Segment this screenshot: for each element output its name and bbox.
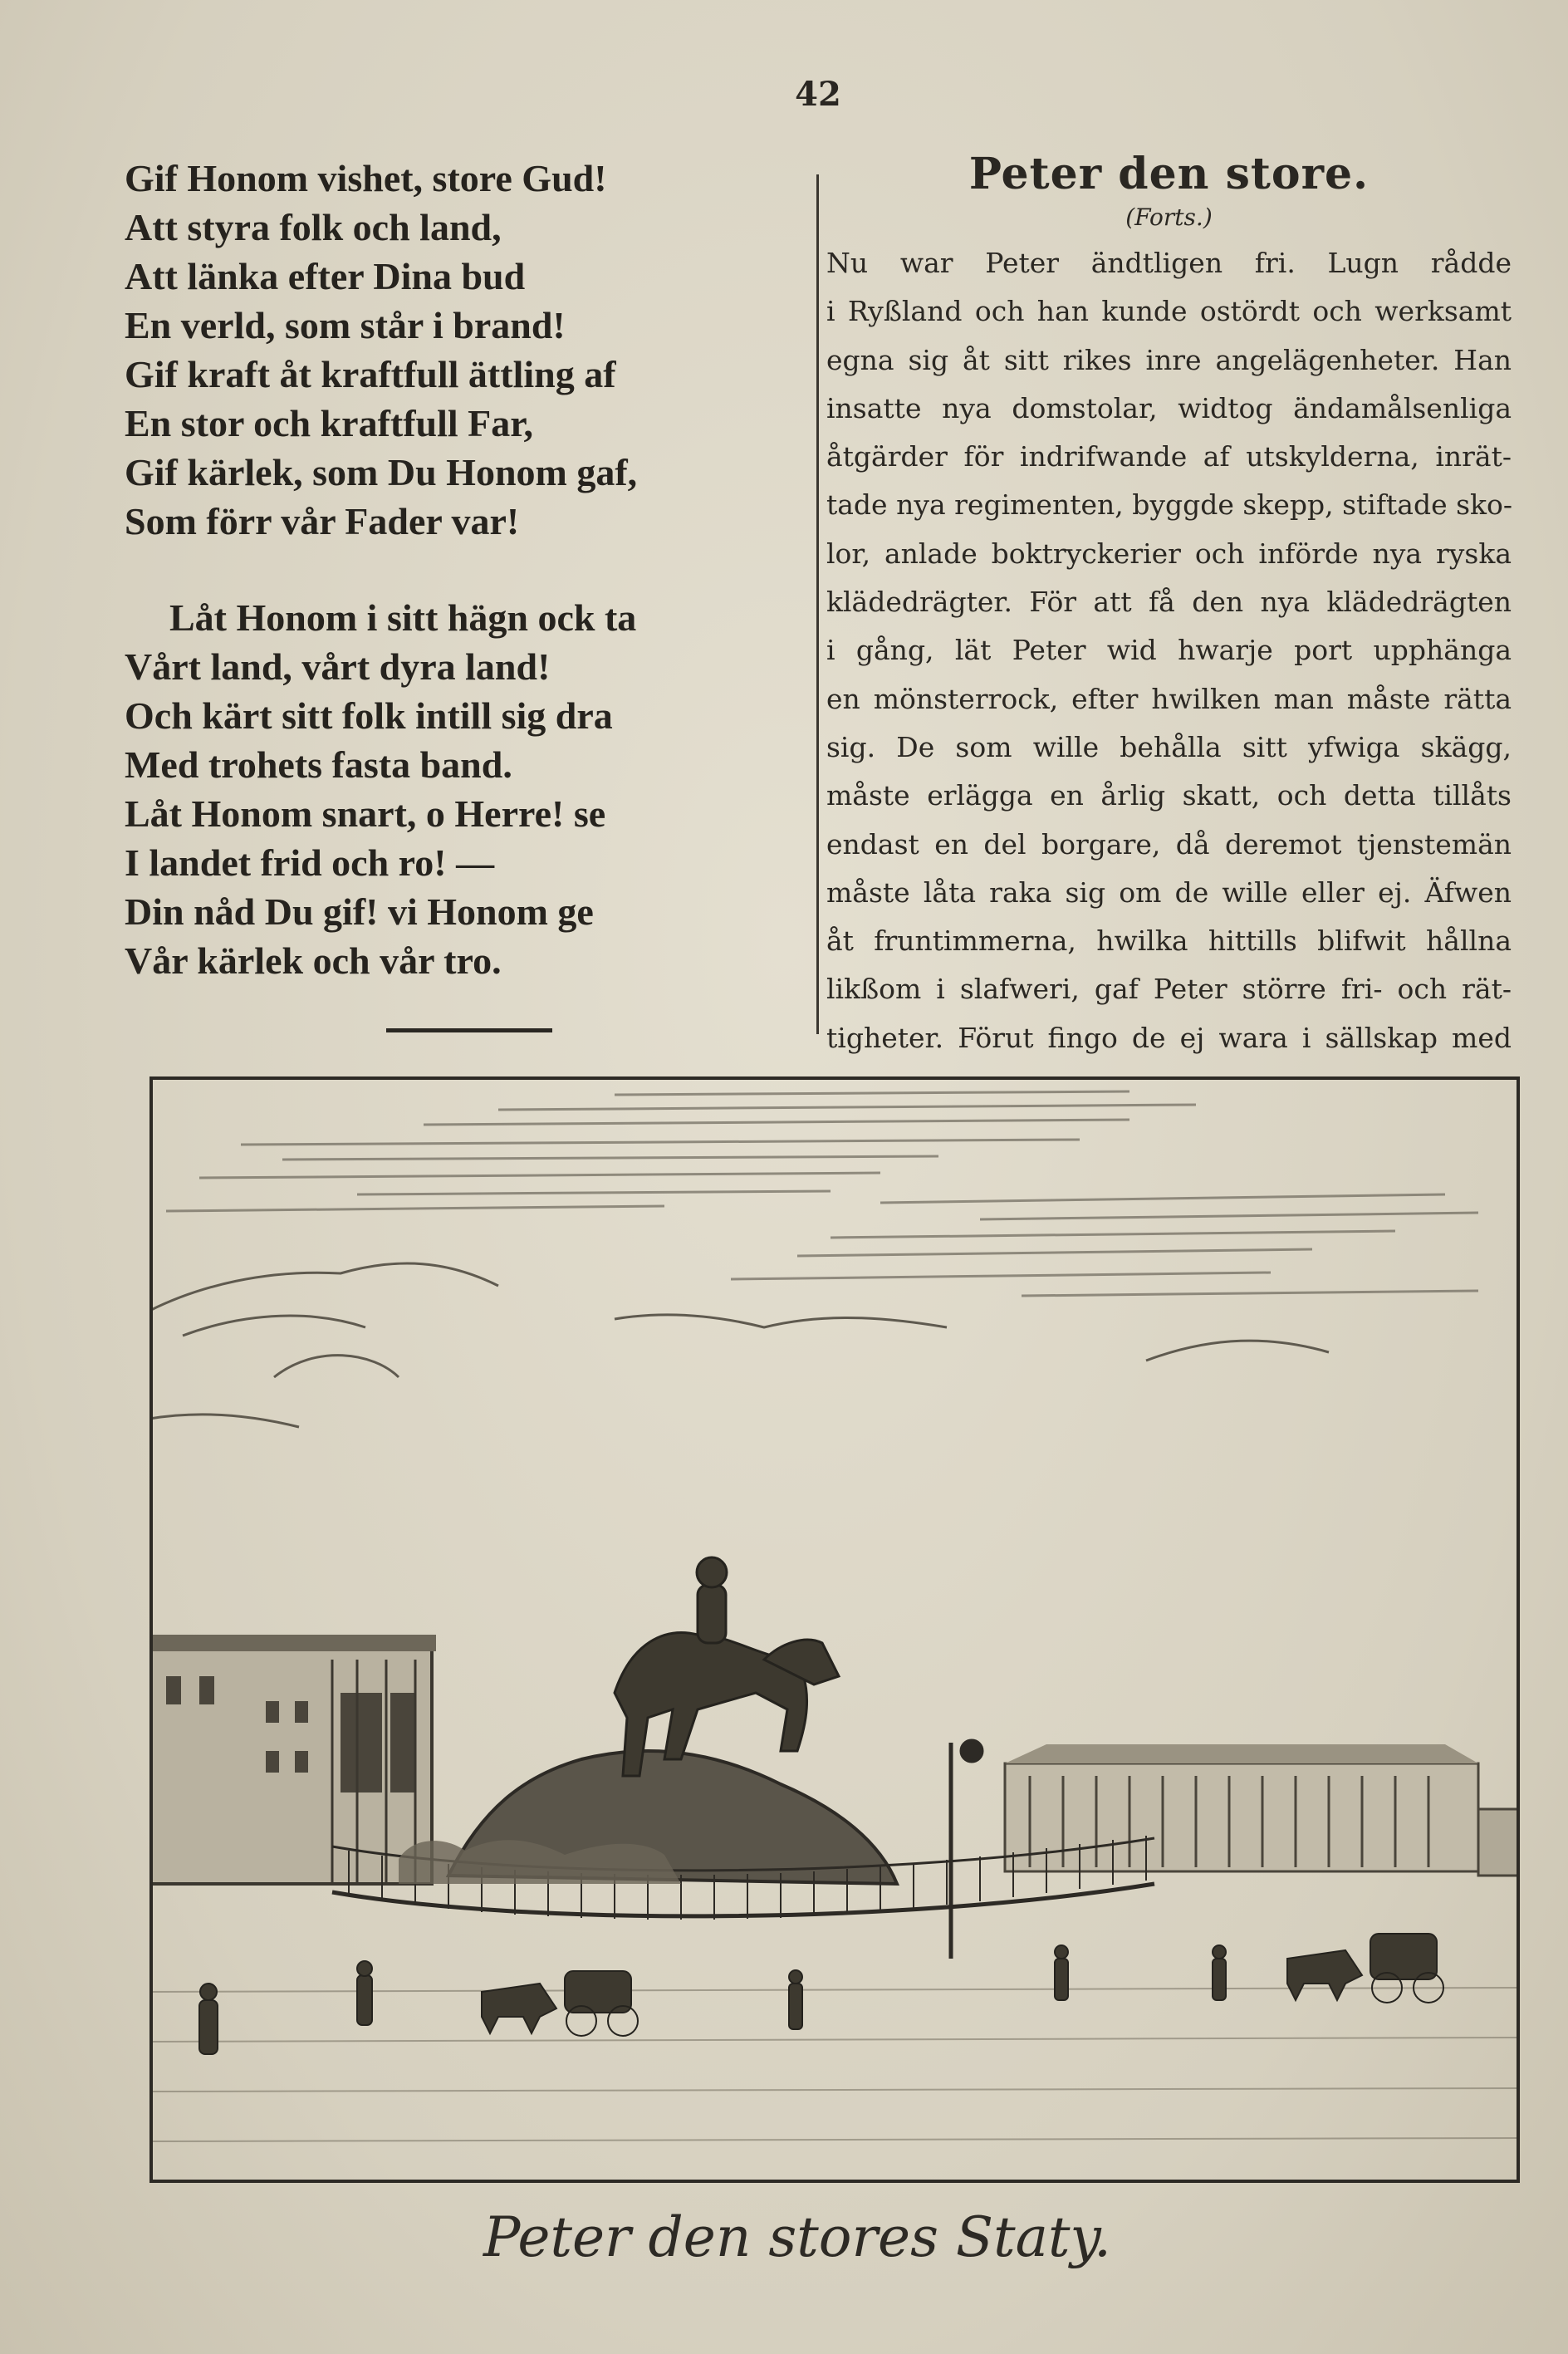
poem-line: Låt Honom i sitt hägn ock ta	[169, 596, 637, 639]
article-line: tigheter. Förut fingo de ej wara i sällskap med	[826, 1021, 1512, 1054]
article-subtitle: (Forts.)	[1125, 204, 1213, 231]
article-line: måste låta raka sig om de wille eller ej. Äfwen	[826, 875, 1512, 909]
poem-line: En verld, som står i brand!	[125, 304, 566, 346]
square-ground	[149, 1988, 1520, 2141]
poem-line: I landet frid och ro! —	[125, 841, 495, 884]
poem-line: Att länka efter Dina bud	[125, 255, 526, 297]
poem-line: Som förr vår Fader var!	[125, 500, 520, 542]
poem-line: Vår kärlek och vår tro.	[125, 939, 502, 982]
building-right	[1005, 1744, 1520, 1876]
article-title: Peter den store.	[968, 149, 1370, 199]
column-divider	[816, 174, 819, 1034]
poem-line: Och kärt sitt folk intill sig dra	[125, 694, 613, 737]
poem-line: Gif kraft åt kraftfull ättling af	[125, 353, 616, 395]
cloud-lines	[149, 1263, 1329, 1427]
article-column	[826, 150, 1512, 1062]
article-line: i Ryßland och han kunde ostördt och werksamt	[826, 295, 1512, 328]
article-line: åtgärder för indrifwande af utskylderna, inrät-	[826, 440, 1512, 473]
article-line: lor, anlade boktryckerier och införde nya ryska	[826, 537, 1512, 570]
street-figures	[199, 1934, 1443, 2054]
equestrian-statue	[615, 1557, 839, 1776]
statue-engraving	[149, 1062, 1520, 2183]
article-line: i gång, lät Peter wid hwarje port upphänga	[826, 634, 1512, 667]
article-body	[826, 239, 1512, 1062]
page-number: 42	[795, 75, 841, 114]
article-line: egna sig åt sitt rikes inre angelägenheter. Han	[826, 343, 1512, 376]
poem-line: Att styra folk och land,	[125, 206, 502, 248]
poem-line: Gif Honom vishet, store Gud!	[125, 157, 607, 199]
article-line: tade nya regimenten, byggde skepp, stiftade sko-	[826, 488, 1513, 522]
poem-end-rule	[386, 1028, 552, 1032]
article-line: åt fruntimmerna, hwilka hittills blifwit hållna	[826, 924, 1512, 958]
poem-line: Med trohets fasta band.	[125, 743, 512, 786]
poem-line: Gif kärlek, som Du Honom gaf,	[125, 451, 638, 493]
poem-line: Låt Honom snart, o Herre! se	[125, 792, 606, 835]
article-line: måste erlägga en årlig skatt, och detta tillåts	[826, 779, 1512, 812]
poem-line: Vårt land, vårt dyra land!	[125, 645, 551, 688]
article-line: likßom i slafweri, gaf Peter större fri- och rät-	[826, 973, 1512, 1006]
article-line: insatte nya domstolar, widtog ändamålsenliga	[826, 391, 1512, 424]
sky-hatching	[166, 1091, 1478, 1296]
poem	[125, 154, 806, 985]
trees	[399, 1840, 681, 1884]
poem-stanza-1	[125, 154, 806, 546]
poem-stanza-2	[125, 593, 806, 985]
engraving-frame	[151, 1078, 1518, 2181]
article-line: en mönsterrock, efter hwilken man måste rätta	[826, 682, 1512, 715]
lamp-post	[951, 1741, 982, 1959]
article-line: sig. De som wille behålla sitt yfwiga skägg,	[826, 730, 1512, 763]
poem-line: En stor och kraftfull Far,	[125, 402, 533, 444]
article-line: endast en del borgare, då deremot tjenstemän	[826, 827, 1512, 861]
article-line: Nu war Peter ändtligen fri. Lugn rådde	[826, 247, 1512, 279]
poem-line: Din nåd Du gif! vi Honom ge	[125, 890, 594, 933]
illustration-caption: Peter den stores Staty.	[483, 2205, 1112, 2269]
article-line: klädedrägter. För att få den nya klädedrägten	[826, 586, 1512, 619]
building-left	[149, 1635, 436, 1884]
